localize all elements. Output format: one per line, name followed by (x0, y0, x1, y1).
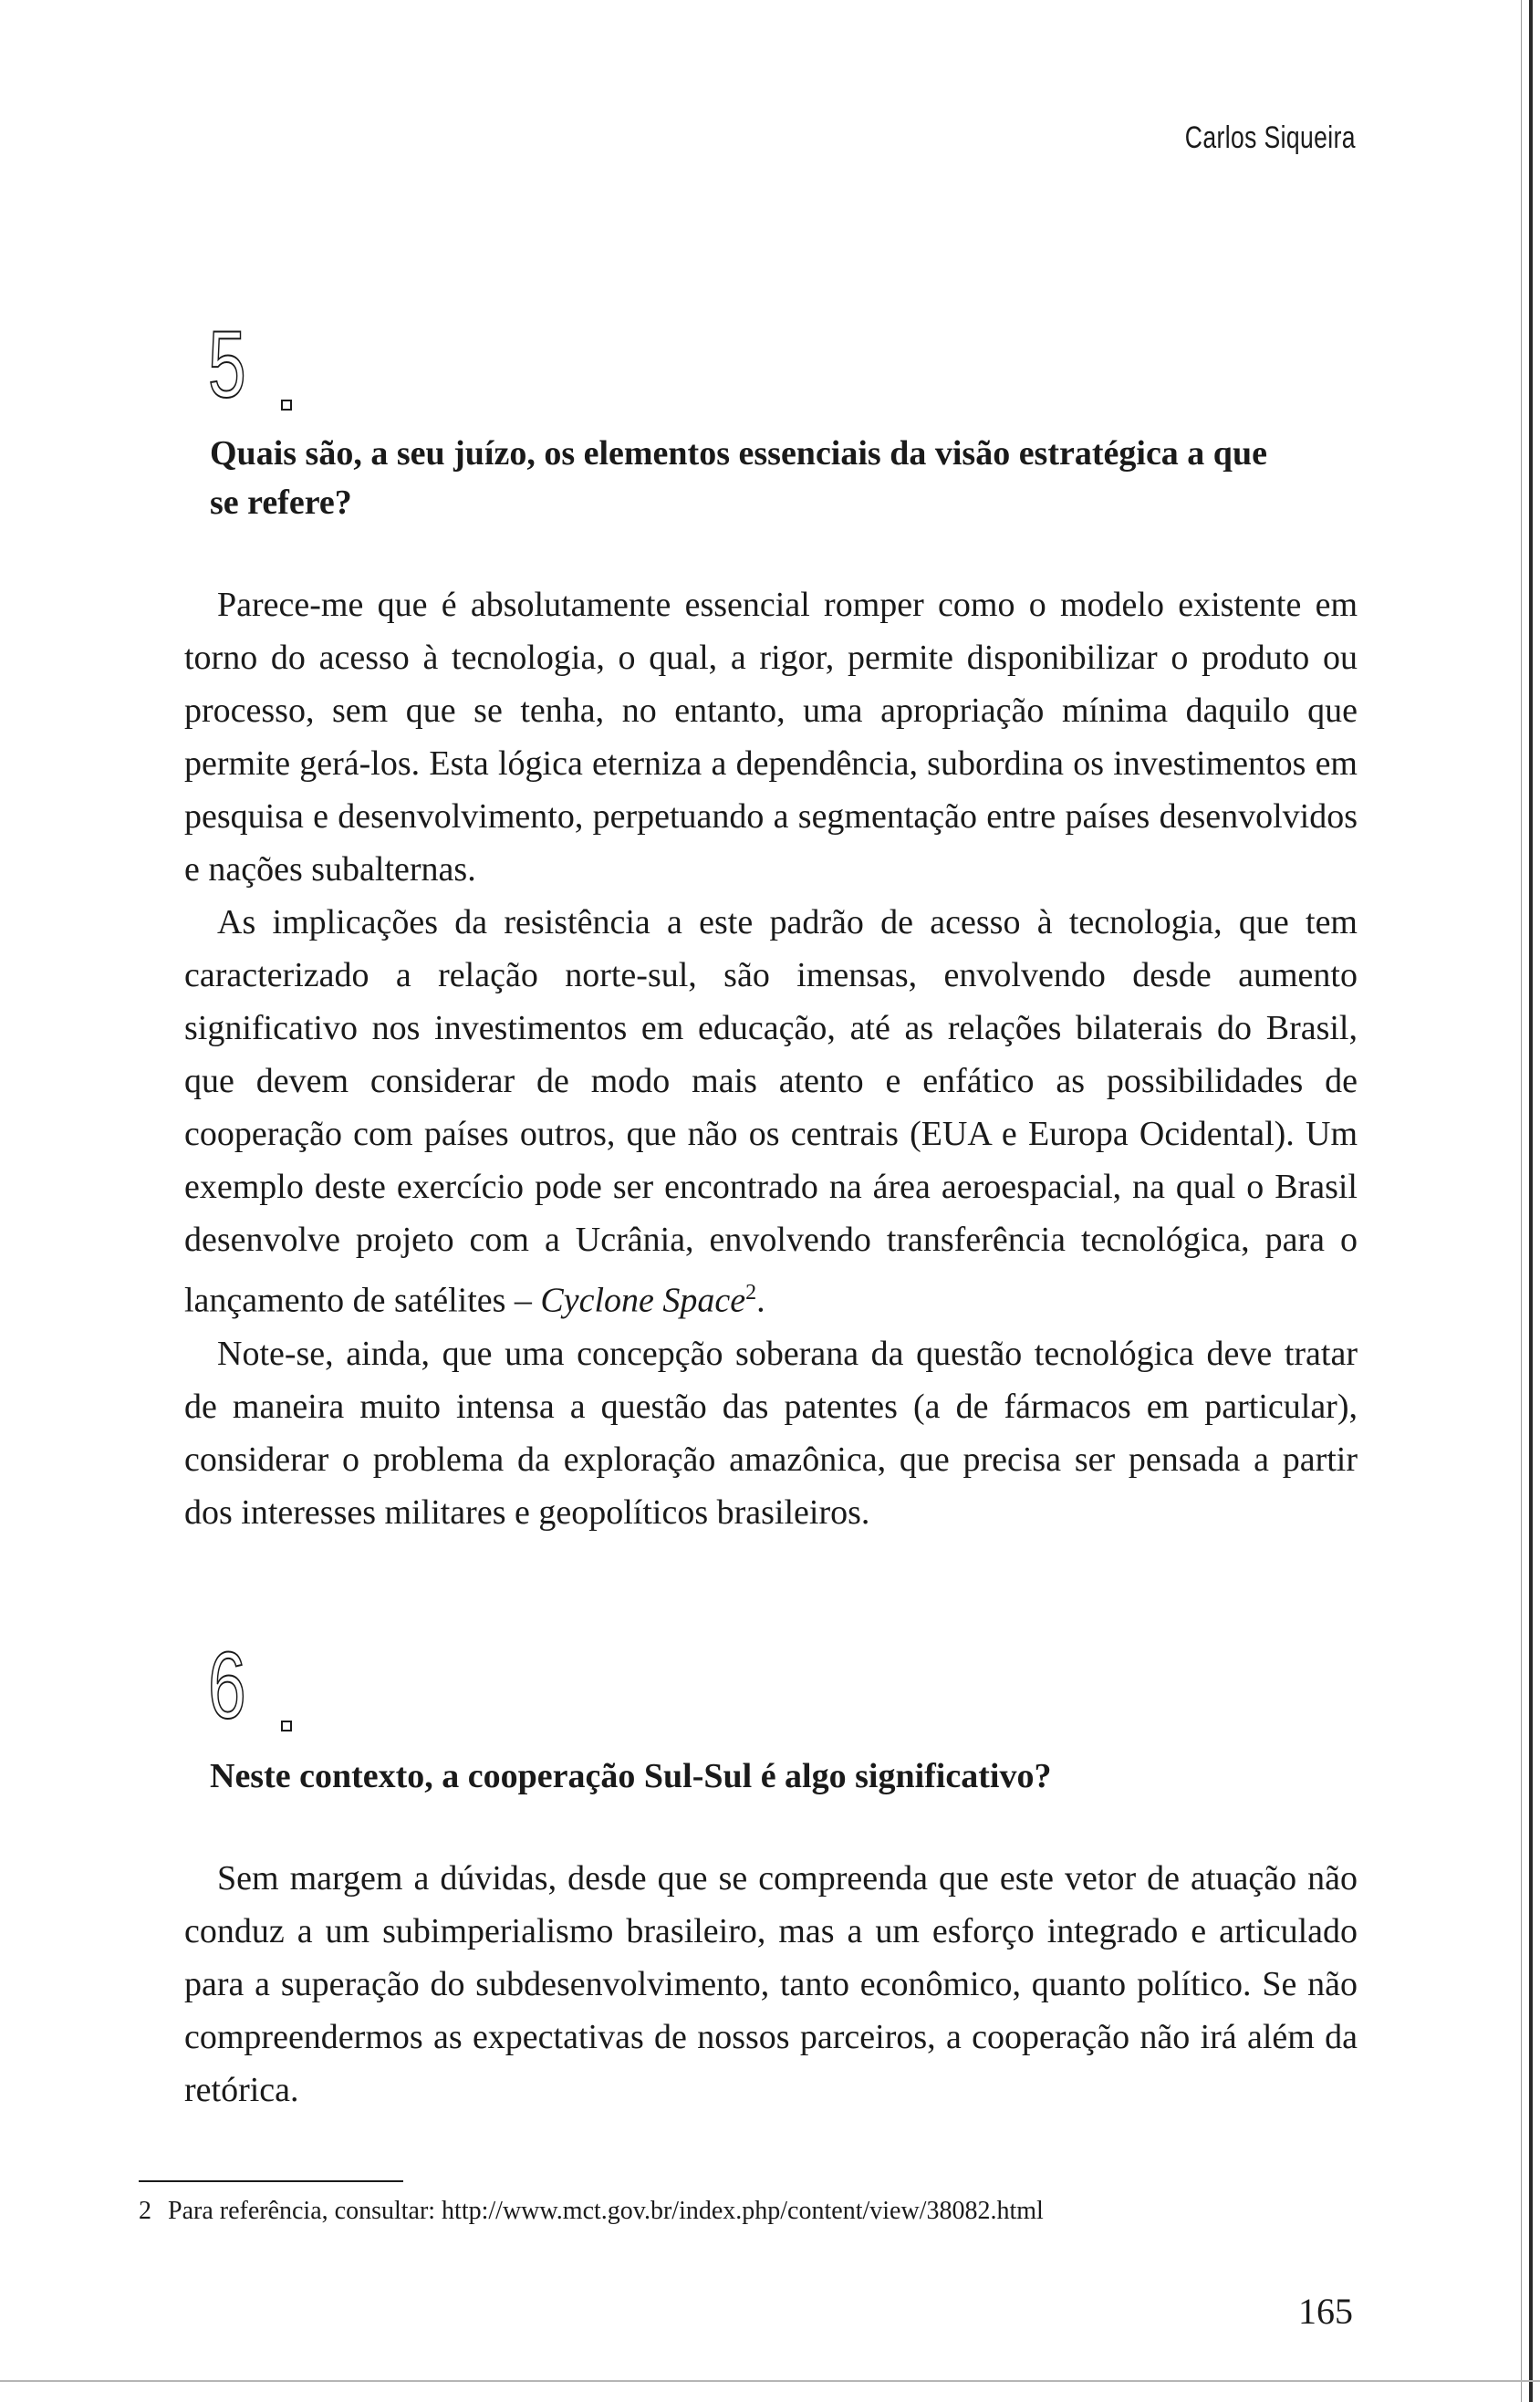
paragraph (184, 896, 1358, 1327)
paragraph: Sem margem a dúvidas, desde que se compreenda que este vetor de atuação não conduz a um subimperialismo brasileiro, mas a um esforço integrado e articulado para a superação do subdesenvolvimento, tanto econômico, quanto político. Se não compreendermos as expectativas de nossos parceiros, a cooperação não irá além da retórica. (184, 1859, 1358, 2109)
section-5-answer (184, 578, 1358, 1539)
paragraph: Parece-me que é absolutamente essencial romper como o modelo existente em torno do acesso à tecnologia, o qual, a rigor, permite disponibilizar o produto ou processo, sem que se tenha, no entanto, uma apropriação mínima daquilo que permite gerá-los. Esta lógica eterniza a dependência, subordina os investimentos em pesquisa e desenvolvimento, perpetuando a segmentação entre países desenvolvidos e nações subalternas. (184, 586, 1358, 889)
footnote-text: Para referência, consultar: http://www.mct.gov.br/index.php/content/view/38082.html (168, 2197, 1044, 2225)
footnote-divider (139, 2180, 403, 2182)
section-6-question (210, 1752, 1358, 1801)
section-number-5: 5 (208, 312, 246, 418)
section-number-6: 6 (208, 1633, 246, 1739)
paragraph-text: As implicações da resistência a este padrão de acesso à tecnologia, que tem caracterizado a relação norte-sul, são imensas, envolvendo desde aumento significativo nos investimentos em educação, até as relações bilaterais do Brasil, que devem considerar de modo mais atento e enfático as possibilidades de cooperação com países outros, que não os centrais (EUA e Europa Ocidental). Um exemplo deste exercício pode ser encontrado na área aeroespacial, na qual o Brasil desenvolve projeto com a Ucrânia, envolvendo transferência tecnológica, para o lançamento de satélites – (184, 903, 1358, 1320)
section-5-question (210, 429, 1358, 527)
section-number-marker (281, 1721, 292, 1731)
running-header-author: Carlos Siqueira (1184, 120, 1356, 155)
footnote-reference: 2 (745, 1281, 757, 1305)
footnote-number: 2 (139, 2197, 151, 2225)
question-line: se refere? (210, 484, 352, 522)
paragraph-end: . (756, 1281, 765, 1320)
page-edge-line (1521, 0, 1522, 2402)
emphasis-text: Cyclone Space (540, 1281, 746, 1320)
page-bottom-edge (0, 2380, 1540, 2382)
section-6-answer (184, 1852, 1358, 2116)
section-number-marker (281, 400, 292, 411)
page-edge-shadow (1529, 0, 1533, 2402)
page-number: 165 (1298, 2291, 1353, 2332)
question-line: Neste contexto, a cooperação Sul-Sul é algo significativo? (210, 1757, 1052, 1795)
paragraph: Note-se, ainda, que uma concepção soberana da questão tecnológica deve tratar de maneira muito intensa a questão das patentes (a de fármacos em particular), considerar o problema da exploração amazônica, que precisa ser pensada a partir dos interesses militares e geopolíticos brasileiros. (184, 1334, 1358, 1532)
footnote (139, 2195, 1325, 2228)
question-line: Quais são, a seu juízo, os elementos essenciais da visão estratégica a que (210, 434, 1267, 473)
